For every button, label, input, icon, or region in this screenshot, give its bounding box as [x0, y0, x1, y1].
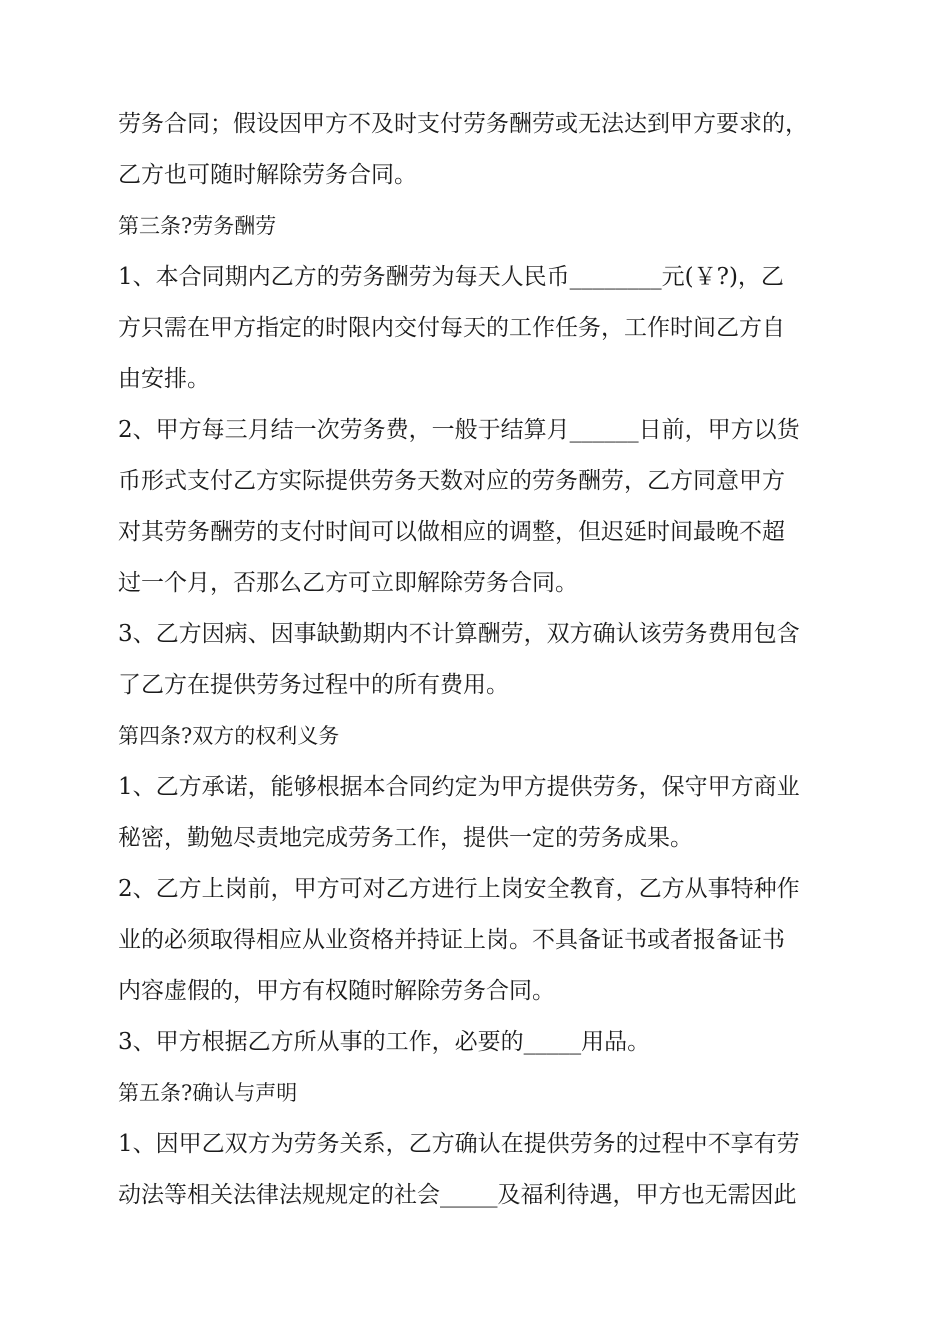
body-text-line: 3、甲方根据乙方所从事的工作，必要的_____用品。 — [118, 1029, 651, 1055]
body-text-line: 2、甲方每三月结一次劳务费，一般于结算月______日前，甲方以货 — [118, 417, 800, 443]
body-text-line: 方只需在甲方指定的时限内交付每天的工作任务，工作时间乙方自 — [118, 315, 785, 341]
body-text-line: 劳务合同；假设因甲方不及时支付劳务酬劳或无法达到甲方要求的， — [118, 111, 808, 137]
body-text-line: 乙方也可随时解除劳务合同。 — [118, 162, 417, 188]
body-text-line: 业的必须取得相应从业资格并持证上岗。不具备证书或者报备证书 — [118, 927, 785, 953]
body-text-line: 由安排。 — [118, 366, 210, 392]
body-text-line: 秘密，勤勉尽责地完成劳务工作，提供一定的劳务成果。 — [118, 825, 693, 851]
section-heading-3: 第三条?劳务酬劳 — [118, 214, 277, 238]
section-heading-4: 第四条?双方的权利义务 — [118, 724, 340, 748]
body-text-line: 过一个月，否那么乙方可立即解除劳务合同。 — [118, 570, 578, 596]
body-text-line: 了乙方在提供劳务过程中的所有费用。 — [118, 672, 509, 698]
body-text-line: 1、因甲乙双方为劳务关系，乙方确认在提供劳务的过程中不享有劳 — [118, 1131, 800, 1157]
body-text-line: 1、本合同期内乙方的劳务酬劳为每天人民币________元(￥?)，乙 — [118, 264, 784, 290]
body-text-line: 1、乙方承诺，能够根据本合同约定为甲方提供劳务，保守甲方商业 — [118, 774, 800, 800]
body-text-line: 币形式支付乙方实际提供劳务天数对应的劳务酬劳，乙方同意甲方 — [118, 468, 785, 494]
section-heading-5: 第五条?确认与声明 — [118, 1081, 298, 1105]
body-text-line: 2、乙方上岗前，甲方可对乙方进行上岗安全教育，乙方从事特种作 — [118, 876, 800, 902]
body-text-line: 动法等相关法律法规规定的社会_____及福利待遇，甲方也无需因此 — [118, 1182, 797, 1208]
body-text-line: 对其劳务酬劳的支付时间可以做相应的调整，但迟延时间最晚不超 — [118, 519, 785, 545]
body-text-line: 内容虚假的，甲方有权随时解除劳务合同。 — [118, 978, 555, 1004]
body-text-line: 3、乙方因病、因事缺勤期内不计算酬劳，双方确认该劳务费用包含 — [118, 621, 800, 647]
